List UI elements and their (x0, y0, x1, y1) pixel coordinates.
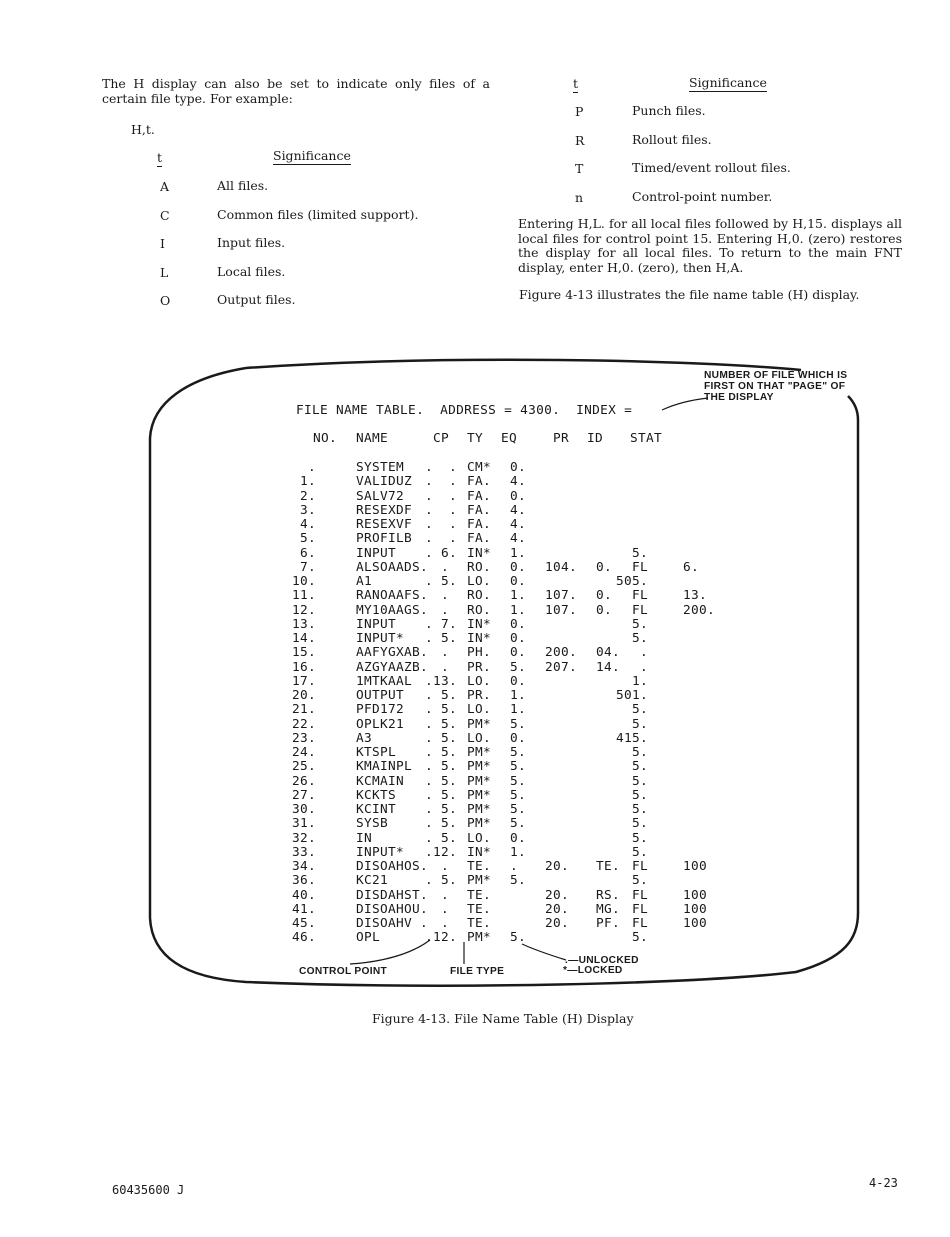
cell-stat: FL (631, 901, 648, 917)
cell-ty: LO. (467, 673, 492, 689)
cell-name: KCMAIN (356, 773, 405, 789)
cell-name: MY10AAGS. (356, 602, 429, 618)
cell-ty: FA. (467, 502, 492, 518)
col-header-cp: CP (433, 431, 450, 446)
col-header-no: NO. (313, 431, 338, 446)
cell-no: 30. (291, 802, 316, 817)
cell-name: ALSOAADS. (356, 559, 429, 575)
cell-no: 20. (291, 688, 316, 703)
cell-ty: TE. (467, 901, 492, 917)
right-table-desc: Control-point number. (632, 189, 773, 204)
cell-cp: . 5. (425, 688, 458, 703)
left-table-code: L (160, 265, 169, 280)
document-number: 60435600 J (112, 1183, 185, 1197)
col-header-stat: STAT (630, 431, 663, 446)
cell-stat: 5. (631, 873, 648, 889)
cell-name: DISOAHOS. (356, 859, 429, 874)
cell-eq: 0. (510, 730, 527, 746)
cell-cp: . . (425, 488, 458, 504)
cell-ty: FA. (467, 474, 492, 490)
cell-no: 33. (291, 844, 316, 860)
cell-stat: 5. (631, 702, 648, 718)
cell-eq: 1. (510, 588, 527, 604)
cell-cp: . 5. (425, 773, 458, 789)
cell-eq: 0. (510, 830, 527, 846)
cell-name: RESEXDF (356, 502, 413, 518)
cell-stat: FL (631, 559, 648, 575)
cell-ty: RO. (467, 588, 492, 604)
left-table-code: A (160, 179, 170, 194)
cell-name: PFD172 (356, 702, 405, 718)
callout-index-line: FIRST ON THAT "PAGE" OF (704, 381, 846, 392)
cell-cp: . 5. (425, 759, 458, 775)
cell-cp: . 5. (425, 802, 458, 817)
cell-no: 31. (291, 816, 316, 832)
cell-id: 0. (596, 559, 613, 575)
cell-eq: 5. (510, 787, 527, 803)
cell-no: 22. (291, 716, 316, 732)
cell-cp: .12. (425, 844, 458, 860)
cell-name: OPL (356, 930, 381, 946)
cell-pr: 200. (545, 645, 578, 661)
cell-eq: 0. (510, 616, 527, 632)
cell-stat: 5. (631, 773, 648, 789)
cell-stat: 5. (631, 759, 648, 775)
cell-eq: 0. (510, 460, 527, 475)
cell-eq: 1. (510, 844, 527, 860)
cell-eq: 1. (510, 602, 527, 618)
cell-stat: 5. (631, 545, 648, 561)
cell-cp: . 5. (425, 574, 458, 589)
right-table-code: P (575, 104, 584, 119)
cell-extra: 200. (683, 602, 716, 618)
cell-cp: . . (425, 502, 458, 518)
cell-name: KTSPL (356, 745, 397, 760)
cell-cp: .13. (425, 673, 458, 689)
callout-control-point: CONTROL POINT (299, 966, 388, 977)
cell-no: 16. (291, 659, 316, 675)
cell-ty: FA. (467, 517, 492, 532)
cell-stat: 5. (631, 631, 648, 646)
cell-cp: . 6. (425, 545, 458, 561)
cell-cp: . (425, 901, 450, 917)
cell-cp: . 5. (425, 873, 458, 889)
cell-no: 36. (291, 873, 316, 889)
cell-ty: PR. (467, 688, 492, 703)
left-table-col-t: t (157, 150, 163, 165)
cell-stat: FL (631, 859, 648, 874)
cell-ty: LO. (467, 574, 492, 589)
cell-ty: PM* (467, 816, 492, 832)
cell-no: 23. (291, 730, 316, 746)
cell-eq: 5. (510, 816, 527, 832)
cell-ty: LO. (467, 702, 492, 718)
cell-pr: 20. (545, 916, 570, 931)
cell-no: 25. (291, 759, 316, 775)
cell-no: 41. (291, 901, 316, 917)
left-table-desc: Local files. (217, 264, 286, 279)
cell-eq: 0. (510, 631, 527, 646)
cell-eq: 5. (510, 802, 527, 817)
cell-no: 11. (291, 588, 316, 604)
cell-cp: . 5. (425, 716, 458, 732)
cell-name: PROFILB (356, 531, 413, 547)
cell-cp: . (425, 916, 450, 931)
cell-eq: 5. (510, 716, 527, 732)
cell-stat: FL (631, 916, 648, 931)
cell-eq: 5. (510, 745, 527, 760)
cell-id: 0. (596, 602, 613, 618)
cell-name: RESEXVF (356, 517, 413, 532)
display-frame (146, 358, 866, 990)
callout-index (704, 370, 847, 403)
cell-id: PF. (596, 916, 621, 931)
cell-ty: PR. (467, 659, 492, 675)
cell-name: IN (356, 830, 373, 846)
cell-ty: TE. (467, 887, 492, 903)
cell-stat: . (639, 645, 648, 661)
cell-no: 14. (291, 631, 316, 646)
cell-id: 0. (596, 588, 613, 604)
cell-eq: 5. (510, 759, 527, 775)
cell-ty: PM* (467, 930, 492, 946)
cell-ty: CM* (467, 460, 492, 475)
intro-paragraph: The H display can also be set to indicate only files of a certain file type. For example: (102, 76, 490, 106)
col-header-pr: PR (553, 431, 570, 446)
left-table-desc: All files. (217, 178, 269, 193)
cell-eq: 4. (510, 517, 527, 532)
cell-cp: . (425, 588, 450, 604)
cell-no: 13. (291, 616, 316, 632)
cell-eq: 0. (510, 488, 527, 504)
cell-name: KC21 (356, 873, 389, 889)
cell-cp: . (425, 887, 450, 903)
cell-cp: . . (425, 474, 458, 490)
cell-cp: . (425, 859, 450, 874)
cell-id: 04. (596, 645, 621, 661)
cell-pr: 20. (545, 901, 570, 917)
cell-eq: . (510, 859, 519, 874)
cell-stat: 5. (631, 844, 648, 860)
cell-name: INPUT* (356, 844, 405, 860)
cell-extra: 6. (683, 559, 700, 575)
cell-ty: PH. (467, 645, 492, 661)
cell-extra: 100 (683, 859, 708, 874)
cell-cp: . 5. (425, 702, 458, 718)
cell-stat: FL (631, 602, 648, 618)
cell-stat: 5. (631, 930, 648, 946)
cell-no: 21. (291, 702, 316, 718)
cell-no: 12. (291, 602, 316, 618)
figure-caption: Figure 4-13. File Name Table (H) Display (372, 1011, 634, 1026)
cell-name: RANOAAFS. (356, 588, 429, 604)
callout-index-leader (640, 390, 710, 414)
cell-ty: RO. (467, 602, 492, 618)
cell-name: DISOAHOU. (356, 901, 429, 917)
cell-no: 5. (299, 531, 316, 547)
cell-stat: 501. (615, 688, 648, 703)
cell-no: 6. (299, 545, 316, 561)
cell-id: MG. (596, 901, 621, 917)
cell-no: . (307, 460, 316, 475)
cell-name: KMAINPL (356, 759, 413, 775)
cell-stat: . (639, 659, 648, 675)
cell-cp: . 5. (425, 730, 458, 746)
example-command: H,t. (131, 122, 155, 137)
cell-no: 46. (291, 930, 316, 946)
cell-cp: . 5. (425, 631, 458, 646)
cell-cp: . 5. (425, 830, 458, 846)
cell-cp: . 5. (425, 816, 458, 832)
col-header-id: ID (587, 431, 604, 446)
left-table-code: C (160, 208, 170, 223)
cell-name: INPUT* (356, 631, 405, 646)
left-table-desc: Common files (limited support). (217, 207, 419, 222)
cell-name: SYSTEM (356, 460, 405, 475)
callout-index-line: THE DISPLAY (704, 392, 774, 403)
cell-eq: 5. (510, 773, 527, 789)
cell-stat: FL (631, 588, 648, 604)
cell-cp: . 5. (425, 745, 458, 760)
cell-name: SALV72 (356, 488, 405, 504)
cell-ty: TE. (467, 859, 492, 874)
cell-name: SYSB (356, 816, 389, 832)
cell-cp: . 5. (425, 787, 458, 803)
cell-stat: 5. (631, 716, 648, 732)
local-files-paragraph: Entering H,L. for all local files followed by H,15. displays all local files for control point 15. Entering H,0. (zero) restores the display for all local files. To return to the main FNT display, enter H,0. (zero), then H,A. (518, 216, 902, 275)
cell-cp: . . (425, 460, 458, 475)
cell-extra: 100 (683, 901, 708, 917)
cell-stat: 415. (615, 730, 648, 746)
cell-no: 34. (291, 859, 316, 874)
cell-ty: PM* (467, 745, 492, 760)
right-table-code: T (575, 161, 584, 176)
callout-locked: *—LOCKED (563, 965, 623, 976)
cell-cp: . (425, 559, 450, 575)
col-header-ty: TY (467, 431, 484, 446)
cell-eq: 5. (510, 659, 527, 675)
cell-no: 15. (291, 645, 316, 661)
cell-eq: 1. (510, 545, 527, 561)
cell-pr: 20. (545, 887, 570, 903)
left-table-code: I (160, 236, 165, 251)
cell-extra: 100 (683, 887, 708, 903)
cell-no: 10. (291, 574, 316, 589)
cell-stat: 5. (631, 802, 648, 817)
cell-ty: FA. (467, 531, 492, 547)
cell-cp: . (425, 659, 450, 675)
cell-ty: PM* (467, 759, 492, 775)
cell-eq: 0. (510, 673, 527, 689)
cell-pr: 107. (545, 588, 578, 604)
callout-unlocked: .—UNLOCKED (565, 955, 639, 966)
cell-no: 45. (291, 916, 316, 931)
cell-ty: IN* (467, 631, 492, 646)
cell-eq: 5. (510, 873, 527, 889)
cell-extra: 13. (683, 588, 708, 604)
cell-stat: 505. (615, 574, 648, 589)
cell-name: OUTPUT (356, 688, 405, 703)
cell-name: INPUT (356, 616, 397, 632)
right-table-col-significance: Significance (689, 75, 767, 90)
cell-ty: LO. (467, 830, 492, 846)
page-number: 4-23 (869, 1176, 898, 1190)
cell-eq: 4. (510, 531, 527, 547)
cell-no: 4. (299, 517, 316, 532)
cell-stat: 5. (631, 816, 648, 832)
cell-ty: IN* (467, 545, 492, 561)
cell-ty: FA. (467, 488, 492, 504)
cell-stat: 5. (631, 787, 648, 803)
cell-eq: 4. (510, 502, 527, 518)
cell-eq: 0. (510, 645, 527, 661)
cell-name: OPLK21 (356, 716, 405, 732)
right-table-code: n (575, 190, 584, 205)
left-table-col-significance: Significance (273, 148, 351, 163)
figure-reference-paragraph: Figure 4-13 illustrates the file name table (H) display. (519, 287, 860, 302)
cell-name: A3 (356, 730, 373, 746)
cell-eq: 1. (510, 702, 527, 718)
cell-eq: 0. (510, 574, 527, 589)
col-header-name: NAME (356, 431, 389, 446)
cell-name: VALIDUZ (356, 474, 413, 490)
cell-ty: IN* (467, 616, 492, 632)
right-table-desc: Timed/event rollout files. (632, 160, 791, 175)
cell-id: RS. (596, 887, 621, 903)
cell-ty: PM* (467, 802, 492, 817)
cell-no: 26. (291, 773, 316, 789)
left-table-desc: Output files. (217, 292, 296, 307)
right-table-col-t: t (573, 76, 579, 91)
cell-no: 3. (299, 502, 316, 518)
cell-ty: PM* (467, 787, 492, 803)
cell-eq: 5. (510, 930, 527, 946)
cell-pr: 107. (545, 602, 578, 618)
cell-cp: . 7. (425, 616, 458, 632)
cell-no: 40. (291, 887, 316, 903)
right-table-code: R (575, 133, 585, 148)
cell-id: 14. (596, 659, 621, 675)
cell-id: TE. (596, 859, 621, 874)
cell-no: 1. (299, 474, 316, 490)
display-title: FILE NAME TABLE. ADDRESS = 4300. INDEX = (296, 403, 633, 418)
cell-cp: . . (425, 531, 458, 547)
cell-name: KCINT (356, 802, 397, 817)
cell-name: A1 (356, 574, 373, 589)
callout-index-line: NUMBER OF FILE WHICH IS (704, 370, 848, 381)
cell-stat: FL (631, 887, 648, 903)
cell-stat: 5. (631, 830, 648, 846)
cell-ty: PM* (467, 873, 492, 889)
cell-cp: . (425, 645, 450, 661)
cell-eq: 1. (510, 688, 527, 703)
cell-stat: 5. (631, 616, 648, 632)
col-header-eq: EQ (501, 431, 518, 446)
cell-name: AAFYGXAB. (356, 645, 429, 661)
cell-no: 27. (291, 787, 316, 803)
cell-cp: .12. (425, 930, 458, 946)
cell-ty: IN* (467, 844, 492, 860)
cell-name: KCKTS (356, 787, 397, 803)
cell-no: 2. (299, 488, 316, 504)
cell-name: AZGYAAZB. (356, 659, 429, 675)
cell-pr: 207. (545, 659, 578, 675)
cell-extra: 100 (683, 916, 708, 931)
right-table-desc: Punch files. (632, 103, 706, 118)
cell-no: 17. (291, 673, 316, 689)
cell-name: INPUT (356, 545, 397, 561)
cell-pr: 104. (545, 559, 578, 575)
cell-ty: PM* (467, 773, 492, 789)
cell-stat: 1. (631, 673, 648, 689)
cell-eq: 4. (510, 474, 527, 490)
right-table-desc: Rollout files. (632, 132, 712, 147)
cell-no: 32. (291, 830, 316, 846)
callout-file-type: FILE TYPE (450, 966, 505, 977)
cell-eq: 0. (510, 559, 527, 575)
cell-name: 1MTKAAL (356, 673, 413, 689)
left-table-desc: Input files. (217, 235, 286, 250)
cell-name: DISOAHV . (356, 916, 429, 931)
cell-cp: . (425, 602, 450, 618)
cell-no: 24. (291, 745, 316, 760)
cell-stat: 5. (631, 745, 648, 760)
cell-ty: PM* (467, 716, 492, 732)
cell-ty: RO. (467, 559, 492, 575)
cell-pr: 20. (545, 859, 570, 874)
cell-no: 7. (299, 559, 316, 575)
cell-name: DISDAHST. (356, 887, 429, 903)
cell-ty: LO. (467, 730, 492, 746)
left-table-code: O (160, 293, 171, 308)
cell-ty: TE. (467, 916, 492, 931)
cell-cp: . . (425, 517, 458, 532)
